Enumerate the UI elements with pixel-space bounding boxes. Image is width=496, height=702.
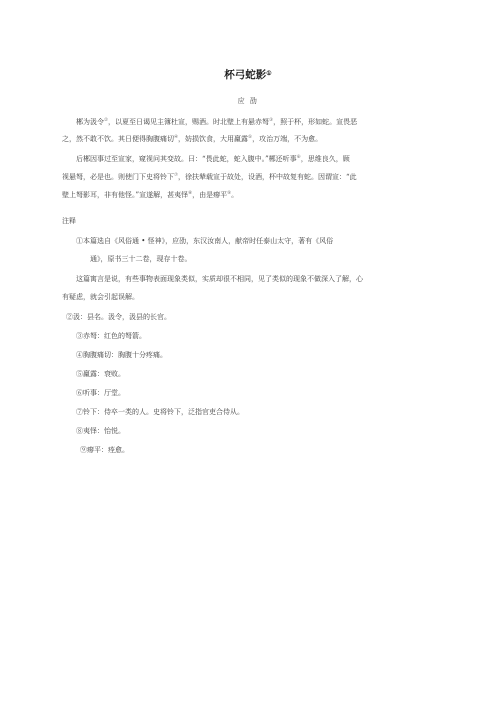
text-span: ，以夏至日谒见主簿杜宣，赐酒。时北壁上有悬赤弩 [108,118,270,126]
footnote-mark: ⑤ [248,135,253,140]
paragraph1-line1 [76,116,357,127]
text-span: 壁上弩影耳，非有他怪。”宣遂解，甚夷怿 [62,191,189,199]
text-span: 后郴因事过至宣家，窥视问其变故。曰：“畏此蛇，蛇入腹中。”郴还听事 [76,155,297,163]
text-span: ，照于杯，形如蛇。宣畏恶 [273,118,358,126]
title-note-mark: ① [266,70,272,77]
text-span: ，妨损饮食，大用羸露 [178,135,249,143]
text-span: 之，然不敢不饮。其日便得胸腹痛切 [62,135,174,143]
text-span: ，攻治万端，不为愈。 [252,135,323,143]
document-title [0,67,496,82]
text-span: ，由是瘳平 [192,191,228,199]
text-span: ，思维良久，顾 [300,155,350,163]
footnote-mark: ⑧ [188,191,193,196]
footnote-mark: ⑨ [227,191,232,196]
paragraph2-line3 [62,189,238,200]
footnote-mark: ③ [269,118,274,123]
text-span: 。 [231,191,239,199]
note-3: ③赤弩：红色的弩箭。 [76,332,146,340]
note-6: ⑥听事：厅堂。 [76,389,125,397]
footnote-mark: ⑥ [296,155,301,160]
author: 应 劭 [237,97,259,105]
moral-line1: 这篇寓言是说，有些事物表面现象类似，实质却很不相同，见了类似的现象不做深入了解，心 [76,275,363,283]
title-text: 杯弓蛇影 [224,69,267,81]
paragraph2-line1 [76,153,350,164]
note-7: ⑦铃下：侍卒一类的人。史将铃下，泛指官吏合侍从。 [76,408,244,416]
footnote-mark: ④ [174,135,179,140]
text-span: 郴为汲令 [76,118,104,126]
note-5: ⑤羸露：衰败。 [76,370,125,378]
text-span: ，徐扶辇载宣于故处，设酒，杯中故复有蛇。因谓宣：“此 [178,173,357,181]
note-8: ⑧夷怿：怡悦。 [76,427,125,435]
paragraph2-line2 [62,171,357,182]
note-2: ②汲：县名。汲令，汲县的长官。 [66,313,171,321]
moral-line2: 有疑虑，就会引起误解。 [62,293,139,301]
note-4: ④胸腹痛切：胸腹十分疼痛。 [76,351,167,359]
note-9: ⑨瘳平：痊愈。 [80,446,129,454]
notes-heading: 注释 [62,217,76,225]
footnote-mark: ② [104,118,109,123]
footnote-mark: ⑦ [174,173,179,178]
text-span: 视悬弩，必是也。则使门下史将铃下 [62,173,174,181]
paragraph1-line2 [62,133,322,144]
note-1-line2: 通》，原书三十二卷，现存十卷。 [90,255,192,263]
note-1-line1: ①本篇选自《风俗通 • 怪神》，应劭，东汉汝南人，献帝时任泰山太守，著有《风俗 [76,237,334,245]
